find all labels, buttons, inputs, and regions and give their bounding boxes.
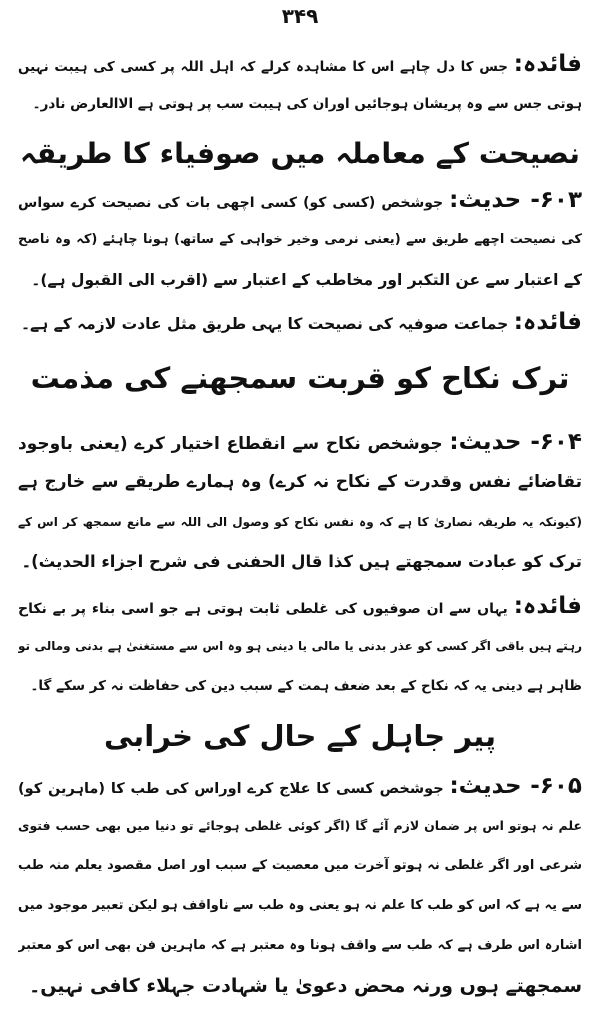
hadith-line: اشارہ اس طرف ہے کہ طب سے واقف ہونا وہ معتبر ہے کہ ماہرین فن بھی اس کو معتبر bbox=[18, 938, 582, 953]
faida-line: ظاہر ہے دینی یہ کہ نکاح کے بعد ضعف ہمت کے سبب دین کی حفاظت نہ کر سکے گا۔ bbox=[30, 678, 582, 694]
hadith-label: ۶۰۴- حدیث: bbox=[449, 429, 582, 455]
faida-paragraph bbox=[18, 302, 582, 342]
hadith-line: سے یہ ہے کہ اس کو طب کا علم نہ ہو یعنی وہ طب سے ناواقف ہو لیکن تعبیر موجود میں bbox=[18, 898, 582, 913]
faida-paragraph bbox=[18, 586, 582, 706]
hadith-line: جوشخص کسی کا علاج کرے اوراس کی طب کا (ماہرین کو) bbox=[18, 781, 444, 797]
hadith-line: جوشخص (کسی کو) کسی اچھی بات کی نصیحت کرے سواس bbox=[18, 195, 444, 211]
hadith-604-paragraph bbox=[18, 422, 582, 582]
page-number: ۳۴۹ bbox=[281, 4, 319, 28]
hadith-line: جوشخص نکاح سے انقطاع اختیار کرے (یعنی باوجود bbox=[18, 434, 443, 454]
faida-line: جس کا دل چاہے اس کا مشاہدہ کرلے کہ اہل اللہ پر کسی کی ہیبت نہیں bbox=[18, 59, 509, 75]
faida-label: فائدہ: bbox=[513, 593, 582, 619]
hadith-605-paragraph bbox=[18, 766, 582, 1006]
section-heading: پیر جاہل کے حال کی خرابی bbox=[103, 719, 497, 753]
hadith-line: (کیونکہ یہ طریقہ نصاریٰ کا ہے کہ وہ نفس نکاح کو وصول الی اللہ سے مانع سمجھ کر اس کے bbox=[18, 515, 582, 529]
hadith-line: سمجھتے ہوں ورنہ محض دعویٰ یا شہادت جہلاء کافی نہیں۔ bbox=[29, 975, 582, 997]
faida-line: رہتے ہیں باقی اگر کسی کو عذر بدنی یا مالی یا دینی ہو وہ اس سے مستغنیٰ ہے بدنی ومالی تو bbox=[18, 639, 582, 653]
hadith-line: ترک کو عبادت سمجھتے ہیں کذا قال الحفنی فی شرح اجزاء الحدیث)۔ bbox=[21, 552, 582, 571]
hadith-line: کی نصیحت اچھے طریق سے (یعنی نرمی وخیر خواہی کے ساتھ) ہونا چاہئے (کہ وہ ناصح bbox=[18, 232, 582, 247]
faida-line: یہاں سے ان صوفیوں کی غلطی ثابت ہوتی ہے جو اسی بناء پر بے نکاح bbox=[18, 601, 508, 617]
faida-line: جماعت صوفیہ کی نصیحت کا یہی طریق مثل عادت لازمہ کے ہے۔ bbox=[20, 315, 509, 333]
faida-paragraph bbox=[18, 44, 582, 124]
hadith-label: ۶۰۵- حدیث: bbox=[449, 773, 582, 799]
hadith-label: ۶۰۳- حدیث: bbox=[449, 187, 582, 213]
hadith-line: تقاضائے نفس وقدرت کے نکاح نہ کرے) وہ ہمارے طریقے سے خارج ہے bbox=[18, 472, 582, 492]
hadith-line: کے اعتبار سے عن التکبر اور مخاطب کے اعتبار سے (اقرب الی القبول ہے)۔ bbox=[31, 271, 582, 289]
book-page bbox=[18, 0, 582, 1035]
faida-line: ہوتی جس سے وہ پریشان ہوجائیں اوران کی ہیبت سب پر ہوتی ہے الاالعارض نادر۔ bbox=[32, 96, 582, 112]
section-heading: نصیحت کے معاملہ میں صوفیاء کا طریقہ bbox=[19, 137, 580, 170]
hadith-line: شرعی اور اگر غلطی نہ ہوتو آخرت میں معصیت کے سبب اور اصل مقصود یعلم منہ طب bbox=[18, 858, 582, 873]
faida-label: فائدہ: bbox=[513, 51, 582, 77]
faida-label: فائدہ: bbox=[513, 309, 582, 335]
hadith-603-paragraph bbox=[18, 180, 582, 300]
hadith-line: علم نہ ہوتو اس پر ضمان لازم آئے گا (اگر کوئی غلطی ہوجائے تو دنیا میں بھی حسب فتوی bbox=[18, 818, 582, 833]
section-heading: ترک نکاح کو قربت سمجھنے کی مذمت bbox=[30, 361, 570, 395]
